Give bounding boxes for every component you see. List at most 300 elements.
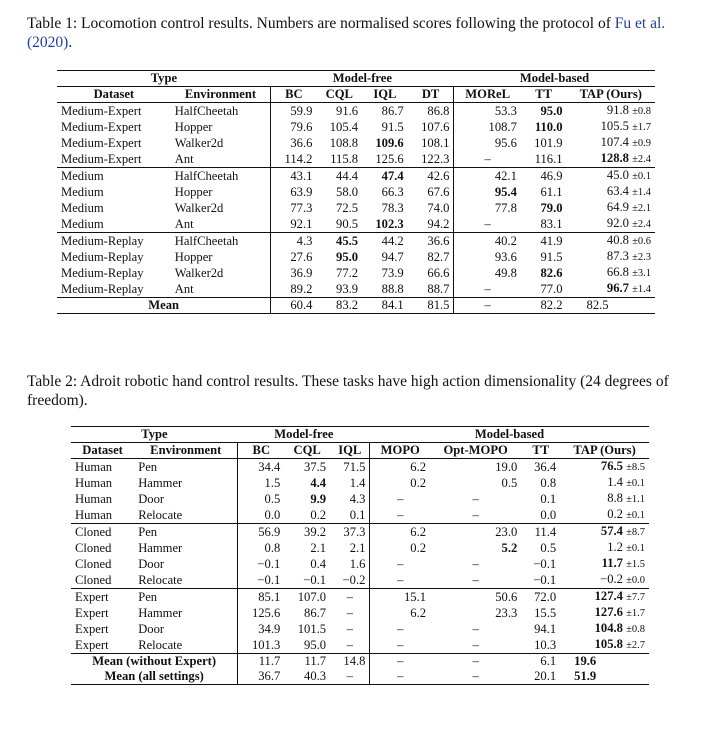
score-cell: 95.0: [304, 637, 327, 652]
score-cell: –: [346, 621, 353, 636]
score-cell: 85.1: [238, 589, 284, 606]
score-cell: 0.1: [540, 491, 557, 506]
t1-col-tap: TAP (Ours): [567, 87, 655, 103]
dataset-cell: Human: [75, 491, 113, 506]
t1-group-model-free: Model-free: [271, 71, 454, 87]
score-cell: [560, 637, 649, 654]
environment-cell: Hammer: [138, 475, 183, 490]
tap-std: ±2.4: [632, 154, 651, 165]
dataset-cell: Expert: [75, 621, 109, 636]
dataset-cell: Medium-Replay: [61, 249, 144, 264]
environment-cell: Walker2d: [174, 200, 224, 215]
score-cell: 44.4: [316, 168, 362, 185]
score-cell: 0.5: [540, 540, 557, 555]
score-cell: [567, 135, 655, 151]
tap-std: ±1.1: [626, 494, 645, 505]
score-cell: 101.3: [238, 637, 284, 654]
score-cell: 44.2: [362, 233, 408, 250]
environment-cell: Door: [138, 556, 165, 571]
mean-cell: –: [430, 654, 521, 670]
score-cell: 53.3: [454, 103, 521, 120]
score-cell: –: [472, 491, 479, 506]
tap-std: ±1.4: [632, 187, 651, 198]
score-cell: [567, 119, 655, 135]
mean-cell: 40.3: [284, 669, 330, 685]
t2-group-type: Type: [71, 427, 238, 443]
score-cell: 95.0: [521, 103, 567, 120]
score-cell: 6.2: [370, 605, 430, 621]
t2-col-environment: Environment: [134, 443, 238, 459]
score-cell: [567, 281, 655, 298]
score-cell: 101.9: [534, 135, 563, 150]
environment-cell: Door: [138, 491, 165, 506]
score-cell: [567, 200, 655, 216]
tap-std: ±2.7: [626, 640, 645, 651]
score-cell: 90.5: [336, 216, 359, 231]
score-cell: 34.4: [238, 459, 284, 476]
table-row: [57, 184, 655, 200]
mean-cell: –: [330, 669, 370, 685]
environment-cell: Hopper: [174, 119, 213, 134]
score-cell: 88.7: [427, 281, 450, 296]
dataset-cell: Cloned: [71, 524, 134, 541]
score-cell: 114.2: [271, 151, 317, 168]
score-cell: 1.5: [238, 475, 284, 491]
tap-score: 105.8: [594, 637, 623, 651]
score-cell: 58.0: [336, 184, 359, 199]
score-cell: [567, 168, 655, 185]
tap-score: 8.8: [607, 491, 623, 505]
score-cell: 73.9: [381, 265, 404, 280]
table1-caption-text: Table 1: Locomotion control results. Numbers are normalised scores following the protocol of: [27, 15, 615, 32]
score-cell: –: [472, 572, 479, 587]
score-cell: 77.8: [454, 200, 521, 216]
t1-mean-morel: –: [454, 298, 521, 314]
score-cell: 36.6: [271, 135, 317, 151]
score-cell: [560, 507, 649, 524]
tap-score: 1.2: [607, 540, 623, 554]
score-cell: [560, 572, 649, 589]
tap-score: 96.7: [606, 281, 629, 295]
environment-cell: Pen: [134, 589, 238, 606]
score-cell: 77.3: [271, 200, 317, 216]
score-cell: –: [472, 621, 479, 636]
score-cell: [560, 475, 649, 491]
t1-mean-iql: 84.1: [362, 298, 408, 314]
environment-cell: Hopper: [174, 249, 213, 264]
tap-score: 107.4: [600, 135, 629, 149]
tap-score: 0.2: [607, 507, 623, 521]
t1-col-iql: IQL: [362, 87, 408, 103]
score-cell: 63.9: [271, 184, 317, 200]
score-cell: 109.6: [375, 135, 404, 150]
tap-score: 127.4: [594, 589, 623, 603]
score-cell: 79.6: [271, 119, 317, 135]
score-cell: –: [454, 151, 521, 168]
t2-group-model-free: Model-free: [238, 427, 370, 443]
table-row: [71, 524, 649, 541]
score-cell: 15.1: [370, 589, 430, 606]
dataset-cell: Expert: [75, 637, 109, 652]
score-cell: –: [346, 637, 353, 652]
score-cell: 0.0: [238, 507, 284, 524]
dataset-cell: Medium: [61, 200, 104, 215]
score-cell: [560, 589, 649, 606]
score-cell: [567, 216, 655, 233]
score-cell: 91.6: [316, 103, 362, 120]
t1-col-environment: Environment: [171, 87, 271, 103]
tap-score: 76.5: [600, 459, 623, 473]
score-cell: 50.6: [430, 589, 521, 606]
environment-cell: Relocate: [138, 637, 183, 652]
score-cell: 108.8: [329, 135, 359, 150]
score-cell: 95.6: [454, 135, 521, 151]
score-cell: 110.0: [534, 119, 563, 134]
tap-std: ±1.7: [632, 122, 651, 133]
table-row: [71, 605, 649, 621]
score-cell: 0.8: [540, 475, 557, 490]
score-cell: 89.2: [271, 281, 317, 298]
score-cell: 72.0: [521, 589, 560, 606]
dataset-cell: Medium: [61, 216, 104, 231]
mean-cell: 6.1: [521, 654, 560, 670]
score-cell: 66.6: [427, 265, 450, 280]
environment-cell: Relocate: [138, 572, 183, 587]
mean-cell: –: [370, 654, 430, 670]
score-cell: 36.6: [408, 233, 454, 250]
t1-col-morel: MOReL: [454, 87, 521, 103]
score-cell: 15.5: [534, 605, 557, 620]
score-cell: –: [472, 637, 479, 652]
score-cell: 93.9: [336, 281, 359, 296]
tap-score: 92.0: [606, 216, 629, 230]
dataset-cell: Human: [75, 507, 113, 522]
dataset-cell: Medium-Expert: [61, 151, 142, 166]
t1-col-cql: CQL: [316, 87, 362, 103]
dataset-cell: Medium-Replay: [57, 233, 171, 250]
score-cell: –: [370, 556, 430, 572]
table-row: [57, 200, 655, 216]
score-cell: 47.4: [362, 168, 408, 185]
score-cell: –: [472, 556, 479, 571]
environment-cell: HalfCheetah: [171, 168, 271, 185]
tap-score: 57.4: [600, 524, 623, 538]
mean-cell: 11.7: [284, 654, 330, 670]
score-cell: 40.2: [454, 233, 521, 250]
tap-std: ±1.4: [632, 284, 651, 295]
score-cell: 77.0: [540, 281, 563, 296]
score-cell: –: [370, 637, 430, 654]
score-cell: 45.5: [316, 233, 362, 250]
table-row: [71, 589, 649, 606]
score-cell: 82.6: [540, 265, 563, 280]
dataset-cell: Medium-Replay: [61, 281, 144, 296]
score-cell: [560, 491, 649, 507]
score-cell: [560, 524, 649, 541]
tap-std: ±7.7: [626, 592, 645, 603]
t2-col-tap: TAP (Ours): [560, 443, 649, 459]
score-cell: 0.5: [238, 491, 284, 507]
t1-mean-bc: 60.4: [271, 298, 317, 314]
score-cell: 1.6: [349, 556, 366, 571]
score-cell: 27.6: [271, 249, 317, 265]
t2-col-iql: IQL: [330, 443, 370, 459]
tap-score: 40.8: [606, 233, 629, 247]
score-cell: 34.9: [238, 621, 284, 637]
score-cell: 0.8: [238, 540, 284, 556]
t1-mean-tap: 82.5: [567, 298, 655, 314]
score-cell: 42.1: [454, 168, 521, 185]
table-row: [71, 507, 649, 524]
environment-cell: Ant: [174, 216, 194, 231]
table-row: [71, 459, 649, 476]
score-cell: –: [346, 605, 353, 620]
score-cell: –: [370, 621, 430, 637]
dataset-cell: Medium-Expert: [61, 119, 142, 134]
tap-std: ±0.1: [626, 478, 645, 489]
dataset-cell: Cloned: [75, 572, 112, 587]
t1-mean-cql: 83.2: [316, 298, 362, 314]
tap-score: 87.3: [606, 249, 629, 263]
environment-cell: Door: [138, 621, 165, 636]
score-cell: [560, 540, 649, 556]
t1-mean-dt: 81.5: [408, 298, 454, 314]
score-cell: –: [370, 491, 430, 507]
mean-label: Mean (all settings): [71, 669, 238, 685]
score-cell: 83.1: [540, 216, 563, 231]
score-cell: 91.5: [381, 119, 404, 134]
score-cell: 0.2: [370, 540, 430, 556]
score-cell: 43.1: [271, 168, 317, 185]
score-cell: 2.1: [349, 540, 366, 555]
score-cell: 74.0: [427, 200, 450, 215]
table-row: [57, 265, 655, 281]
score-cell: 107.6: [421, 119, 450, 134]
tap-score: 63.4: [606, 184, 629, 198]
mean-cell: 20.1: [521, 669, 560, 685]
table-row: [71, 540, 649, 556]
tap-score: 127.6: [594, 605, 623, 619]
table-row: [71, 637, 649, 654]
score-cell: 0.1: [349, 507, 366, 522]
mean-cell: 51.9: [560, 669, 649, 685]
score-cell: 93.6: [454, 249, 521, 265]
environment-cell: HalfCheetah: [171, 103, 271, 120]
score-cell: 56.9: [238, 524, 284, 541]
score-cell: 0.2: [310, 507, 327, 522]
score-cell: 67.6: [427, 184, 450, 199]
environment-cell: Pen: [134, 459, 238, 476]
score-cell: 95.0: [336, 249, 359, 264]
score-cell: 86.8: [408, 103, 454, 120]
score-cell: 37.5: [284, 459, 330, 476]
score-cell: –: [330, 589, 370, 606]
score-cell: 6.2: [370, 459, 430, 476]
score-cell: 0.4: [310, 556, 327, 571]
score-cell: [567, 151, 655, 168]
table-row: [71, 491, 649, 507]
score-cell: 5.2: [501, 540, 518, 555]
tap-std: ±0.8: [632, 106, 651, 117]
tap-score: 91.8: [606, 103, 629, 117]
dataset-cell: Human: [75, 475, 113, 490]
tap-std: ±0.1: [626, 543, 645, 554]
mean-cell: 36.7: [238, 669, 284, 685]
dataset-cell: Expert: [71, 589, 134, 606]
score-cell: 61.1: [540, 184, 563, 199]
score-cell: 42.6: [408, 168, 454, 185]
score-cell: 36.4: [521, 459, 560, 476]
t1-mean-label: Mean: [57, 298, 271, 314]
score-cell: 46.9: [521, 168, 567, 185]
score-cell: 107.0: [284, 589, 330, 606]
score-cell: 23.0: [430, 524, 521, 541]
environment-cell: Relocate: [138, 507, 183, 522]
score-cell: 95.4: [454, 184, 521, 200]
score-cell: 88.8: [381, 281, 404, 296]
score-cell: 77.2: [336, 265, 359, 280]
t2-col-mopo: MOPO: [370, 443, 430, 459]
mean-cell: 19.6: [560, 654, 649, 670]
score-cell: 4.3: [271, 233, 317, 250]
table-row: [57, 135, 655, 151]
score-cell: −0.1: [238, 556, 284, 572]
score-cell: 125.6: [238, 605, 284, 621]
score-cell: [567, 249, 655, 265]
t1-group-type: Type: [57, 71, 271, 87]
environment-cell: Walker2d: [174, 135, 224, 150]
table2-caption: Table 2: Adroit robotic hand control results. These tasks have high action dimensionality (24 degrees of freedom).: [27, 373, 669, 409]
dataset-cell: Medium-Replay: [61, 265, 144, 280]
t2-group-model-based: Model-based: [370, 427, 649, 443]
table-row: [57, 233, 655, 250]
tap-std: ±0.1: [632, 171, 651, 182]
score-cell: 82.7: [427, 249, 450, 264]
dataset-cell: Expert: [75, 605, 109, 620]
score-cell: 71.5: [330, 459, 370, 476]
tap-score: 104.8: [594, 621, 623, 635]
t1-col-bc: BC: [271, 87, 317, 103]
environment-cell: Hopper: [174, 184, 213, 199]
t1-col-dataset: Dataset: [57, 87, 171, 103]
environment-cell: Ant: [174, 281, 194, 296]
t1-col-tt: TT: [521, 87, 567, 103]
score-cell: 122.3: [421, 151, 450, 166]
mean-cell: –: [430, 669, 521, 685]
table-row: [57, 281, 655, 298]
score-cell: 66.3: [381, 184, 404, 199]
mean-cell: 14.8: [330, 654, 370, 670]
t2-col-tt: TT: [521, 443, 560, 459]
table-row: [57, 103, 655, 120]
tap-std: ±2.3: [632, 252, 651, 263]
score-cell: [560, 621, 649, 637]
score-cell: 94.1: [534, 621, 557, 636]
tap-std: ±2.1: [632, 203, 651, 214]
score-cell: −0.1: [238, 572, 284, 589]
dataset-cell: Medium-Expert: [61, 135, 142, 150]
dataset-cell: Medium: [57, 168, 171, 185]
table-row: [71, 572, 649, 589]
environment-cell: HalfCheetah: [171, 233, 271, 250]
tap-score: 66.8: [606, 265, 629, 279]
score-cell: 6.2: [370, 524, 430, 541]
table-row: [71, 475, 649, 491]
score-cell: 105.4: [329, 119, 359, 134]
tap-std: ±0.8: [626, 624, 645, 635]
score-cell: 4.4: [310, 475, 327, 490]
tap-score: 11.7: [601, 556, 623, 570]
score-cell: [567, 233, 655, 250]
table1-citation-link[interactable]: Fu et al. (2020): [27, 15, 666, 51]
score-cell: 94.2: [427, 216, 450, 231]
mean-cell: –: [370, 669, 430, 685]
score-cell: [560, 556, 649, 572]
score-cell: [567, 103, 655, 120]
score-cell: –: [454, 216, 521, 233]
score-cell: 86.7: [304, 605, 327, 620]
t1-mean-tt: 82.2: [521, 298, 567, 314]
mean-row: [71, 669, 649, 685]
score-cell: 108.1: [421, 135, 450, 150]
tap-std: ±0.9: [632, 138, 651, 149]
tap-score: −0.2: [600, 572, 623, 586]
score-cell: 39.2: [284, 524, 330, 541]
tap-score: 1.4: [607, 475, 623, 489]
dataset-cell: Human: [71, 459, 134, 476]
tap-std: ±3.1: [632, 268, 651, 279]
t2-col-opt-mopo: Opt-MOPO: [430, 443, 521, 459]
score-cell: 19.0: [430, 459, 521, 476]
tap-std: ±8.5: [626, 462, 645, 473]
score-cell: 49.8: [454, 265, 521, 281]
dataset-cell: Cloned: [75, 540, 112, 555]
score-cell: 79.0: [540, 200, 563, 215]
environment-cell: Hammer: [138, 540, 183, 555]
table-row: [57, 249, 655, 265]
score-cell: 10.3: [534, 637, 557, 652]
tap-std: ±0.0: [626, 575, 645, 586]
mean-row: [71, 654, 649, 670]
score-cell: 36.9: [271, 265, 317, 281]
score-cell: –: [370, 507, 430, 524]
score-cell: [560, 459, 649, 476]
score-cell: −0.1: [533, 556, 557, 571]
score-cell: 0.5: [501, 475, 518, 490]
table-row: [57, 151, 655, 168]
environment-cell: Hammer: [138, 605, 183, 620]
score-cell: 125.6: [375, 151, 404, 166]
table1: [57, 70, 655, 314]
table1-caption: [27, 14, 707, 52]
score-cell: 108.7: [454, 119, 521, 135]
score-cell: 91.5: [540, 249, 563, 264]
tap-std: ±1.5: [626, 559, 645, 570]
score-cell: 94.7: [381, 249, 404, 264]
mean-label: Mean (without Expert): [71, 654, 238, 670]
t2-col-bc: BC: [238, 443, 284, 459]
score-cell: 86.7: [362, 103, 408, 120]
score-cell: –: [454, 281, 521, 298]
table1-caption-period: .: [68, 34, 73, 51]
tap-std: ±0.6: [632, 236, 651, 247]
score-cell: 92.1: [271, 216, 317, 233]
score-cell: 59.9: [271, 103, 317, 120]
score-cell: 115.8: [330, 151, 359, 166]
tap-score: 64.9: [606, 200, 629, 214]
dataset-cell: Cloned: [75, 556, 112, 571]
score-cell: 1.4: [349, 475, 366, 490]
